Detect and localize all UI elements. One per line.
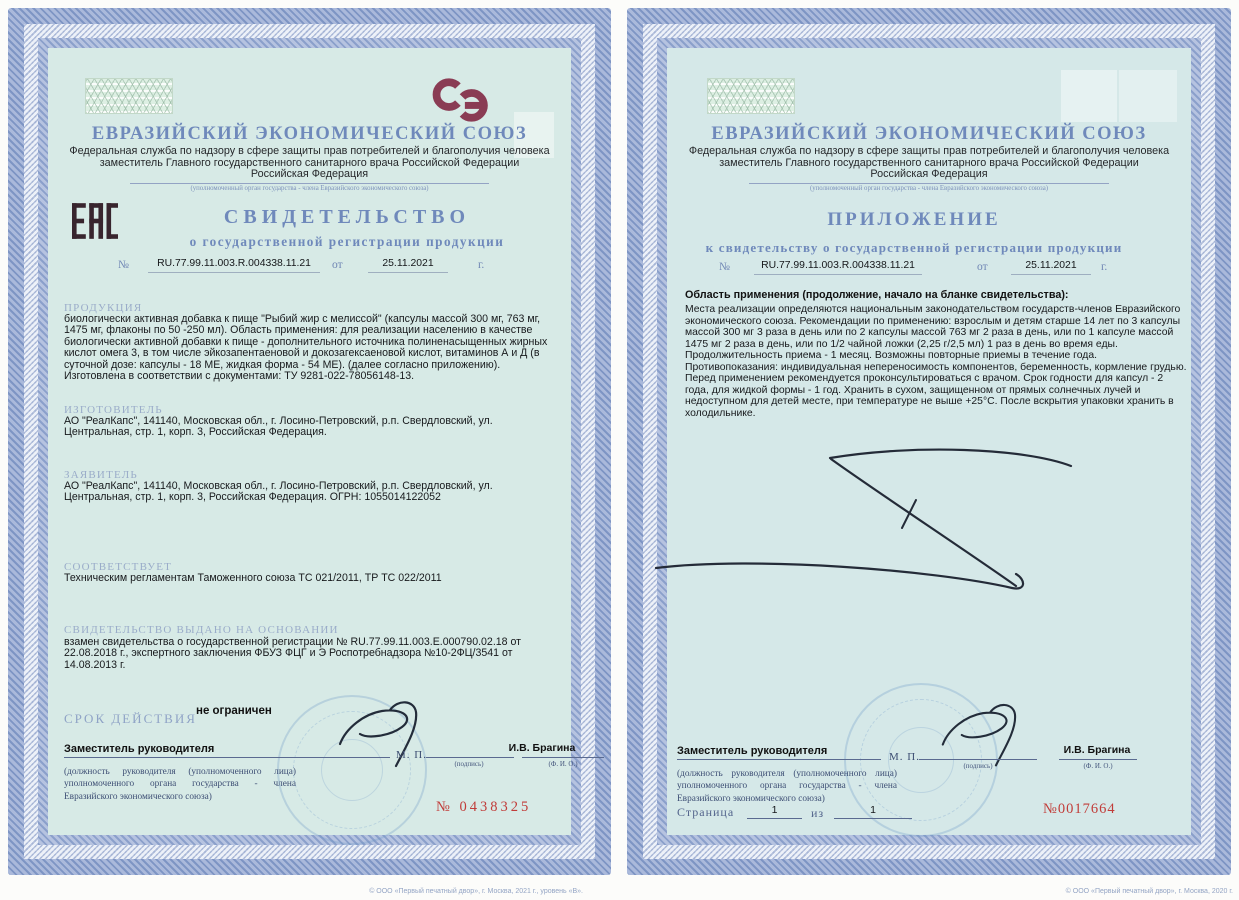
from-label: от — [977, 261, 988, 273]
certificate-page — [0, 0, 619, 900]
signature-caption: (подпись) — [963, 762, 993, 770]
signer-name: И.В. Брагина — [508, 742, 576, 754]
annex-page — [619, 0, 1239, 900]
application-area-body: Места реализации определяются национальным законодательством государств-членов Евразийского экономического союза. Рекомендации по применению: взрослым и детям старше 14 лет по 3 капсулы массой 300 мг 3 раза в день или по 2 капсулы массой 763 мг 2 раза в день, или по 1 капсуле массой 1475 мг 2 раза в день, или по 1/2 чайной ложки (2,25 г/2,5 мл) 1 раз в день во время еды. Продолжительность приема - 1 месяц. Возможны повторные приемы в течение года. Противопоказания: индивидуальная непереносимость компонентов, беременность, кормление грудью. Перед применением рекомендуется проконсультироваться с врачом. Срок годности для капсул - 2 года, для жидкой формы - 1 год. Хранить в сухом, защищенном от прямых солнечных лучей и недоступном для детей месте, при температуре не выше +25°С. После вскрытия упаковки хранить в холодильнике. — [685, 304, 1187, 419]
stamp-place-label: М. П. — [889, 751, 920, 763]
signature-underline — [426, 757, 514, 758]
validity-value: не ограничен — [196, 705, 272, 717]
page-of-label: из — [811, 806, 825, 820]
signer-position: Заместитель руководителя — [677, 745, 828, 757]
header-rule — [130, 183, 489, 184]
section-label-conforms: СООТВЕТСТВУЕТ — [64, 561, 173, 573]
validity-label: СРОК ДЕЙСТВИЯ — [64, 711, 197, 726]
print-house-copyright: © ООО «Первый печатный двор», г. Москва, 2021 г., уровень «В». — [369, 888, 583, 895]
hologram-sticker-icon — [707, 78, 795, 114]
role-note: (должность руководителя (уполномоченного лица) уполномоченного органа государства - члена Евразийского экономического союза) — [64, 767, 296, 802]
stamp-place-label: М. П. — [396, 749, 427, 761]
page-current: 1 — [771, 804, 778, 816]
section-body-applicant: АО "РеалКапс", 141140, Московская обл., г. Лосино-Петровский, р.п. Свердловский, ул. Центральная, стр. 1, корп. 3, Российская Федерация. ОГРН: 1055014122052 — [64, 480, 493, 504]
section-body-conforms: Техническим регламентам Таможенного союза ТС 021/2011, ТР ТС 022/2011 — [64, 572, 442, 584]
handwritten-scribble-icon — [634, 428, 1084, 600]
registration-date: 25.11.2021 — [1011, 260, 1091, 275]
application-area-heading: Область применения (продолжение, начало на бланке свидетельства): — [685, 289, 1069, 301]
scan-artifact-rect — [1119, 70, 1177, 122]
section-label-basis: СВИДЕТЕЛЬСТВО ВЫДАНО НА ОСНОВАНИИ — [64, 624, 339, 636]
from-label: от — [332, 259, 343, 271]
signature-caption: (подпись) — [454, 760, 484, 768]
union-title: ЕВРАЗИЙСКИЙ ЭКОНОМИЧЕСКИЙ СОЮЗ — [91, 124, 528, 144]
year-label: г. — [1101, 261, 1108, 273]
name-underline — [522, 757, 604, 758]
year-label: г. — [478, 259, 485, 271]
name-caption: (Ф. И. О.) — [548, 760, 578, 768]
eac-conformity-mark-icon — [72, 201, 118, 241]
registration-date: 25.11.2021 — [368, 258, 448, 273]
page-total: 1 — [870, 804, 876, 816]
position-underline — [677, 759, 881, 760]
union-title: ЕВРАЗИЙСКИЙ ЭКОНОМИЧЕСКИЙ СОЮЗ — [711, 124, 1147, 144]
number-sign-label: № — [118, 259, 129, 271]
registration-number: RU.77.99.11.003.R.004338.11.21 — [148, 258, 320, 273]
signature-underline — [919, 759, 1037, 760]
page-title: СВИДЕТЕЛЬСТВО — [223, 206, 471, 228]
signer-name: И.В. Брагина — [1063, 744, 1131, 756]
name-caption: (Ф. И. О.) — [1083, 762, 1113, 770]
section-label-applicant: ЗАЯВИТЕЛЬ — [64, 469, 138, 481]
authority-line-3: Российская Федерация — [870, 168, 988, 181]
page-subtitle: о государственной регистрации продукции — [189, 234, 505, 249]
authority-lines — [671, 146, 1187, 181]
section-body-product: биологически активная добавка к пище "Рыбий жир с мелиссой" (капсулы массой 300 мг, 763 мг, 1475 мг, флаконы по 50 -250 мл). Область применения: для реализации населению в качестве биологически активной добавки к пище - дополнительного источника полиненасыщенных жирных кислот омега 3, в том числе эйкозапентаеновой и докозагексаеновой кислот, витаминов А и Д (в суточной дозе: капсулы - 18 МЕ, жидкая форма - 54 МЕ). (далее согласно приложению). Изготовлена в соответствии с документами: ТУ 9281-022-78056148-13. — [64, 313, 548, 383]
scan-artifact-rect — [1061, 70, 1117, 122]
registration-number: RU.77.99.11.003.R.004338.11.21 — [754, 260, 922, 275]
page-current-underline — [747, 818, 802, 819]
authority-line-2: заместитель Главного государственного санитарного врача Российской Федерации — [719, 156, 1139, 169]
print-house-copyright: © ООО «Первый печатный двор», г. Москва, 2020 г. — [1065, 888, 1233, 895]
hologram-sticker-icon — [85, 78, 173, 114]
page-subtitle: к свидетельству о государственной регистрации продукции — [705, 240, 1123, 255]
authority-line-2: заместитель Главного государственного санитарного врача Российской Федерации — [99, 156, 520, 169]
section-body-basis: взамен свидетельства о государственной регистрации № RU.77.99.11.003.Е.000790.02.18 от 22.08.2018 г., экспертного заключения ФБУЗ ФЦГ и Э Роспотребнадзора №10-2ФЦ/3541 от 14.08.2013 г. — [64, 636, 521, 671]
role-note: (должность руководителя (уполномоченного лица) уполномоченного органа государства - члена Евразийского экономического союза) — [677, 769, 897, 804]
section-label-product: ПРОДУКЦИЯ — [64, 302, 143, 314]
form-serial-number: № 0438325 — [436, 799, 532, 815]
section-body-manufacturer: АО "РеалКапс", 141140, Московская обл., г. Лосино-Петровский, р.п. Свердловский, ул. Центральная, стр. 1, корп. 3, Российская Федерация. — [64, 415, 493, 439]
name-underline — [1059, 759, 1137, 760]
position-underline — [64, 757, 390, 758]
header-rule — [749, 183, 1109, 184]
page-title: ПРИЛОЖЕНИЕ — [827, 209, 1001, 230]
page-total-underline — [834, 818, 912, 819]
signer-position: Заместитель руководителя — [64, 743, 215, 755]
authority-line-1: Федеральная служба по надзору в сфере защиты прав потребителей и благополучия человека — [69, 145, 550, 157]
authority-lines — [52, 146, 567, 181]
section-label-manufacturer: ИЗГОТОВИТЕЛЬ — [64, 404, 163, 416]
page-count-label: Страница — [677, 805, 735, 819]
authority-line-3: Российская Федерация — [250, 168, 369, 181]
number-sign-label: № — [719, 261, 730, 273]
authority-caption: (уполномоченный орган государства - члена Евразийского экономического союза) — [810, 185, 1048, 192]
authority-line-1: Федеральная служба по надзору в сфере защиты прав потребителей и благополучия человека — [688, 145, 1170, 157]
se-state-registration-mark-icon — [430, 76, 492, 124]
form-serial-number: №0017664 — [1043, 801, 1116, 817]
authority-caption: (уполномоченный орган государства - члена Евразийского экономического союза) — [190, 185, 429, 192]
